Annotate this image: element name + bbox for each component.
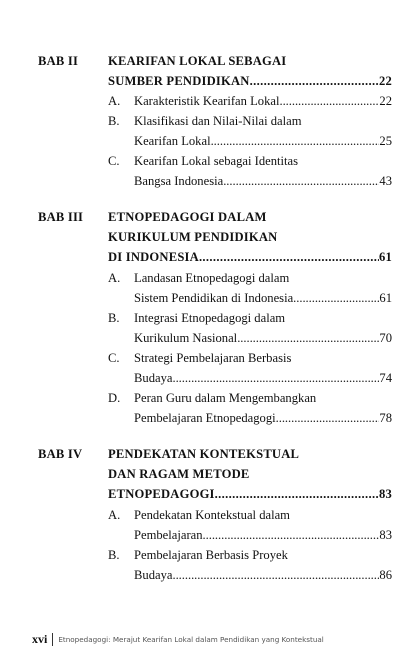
entry-letter: B. — [108, 548, 120, 562]
dot-leader — [172, 565, 379, 585]
toc-entry — [108, 545, 392, 585]
entry-page-number: 83 — [379, 528, 392, 542]
chapter-label: BAB III — [38, 210, 84, 224]
toc-entries-bab-3 — [108, 268, 392, 428]
dot-leader — [250, 71, 379, 91]
entry-letter: C. — [108, 351, 120, 365]
entry-title-line: Pembelajaran Berbasis Proyek — [134, 548, 288, 562]
chapter-title-text: ETNOPEDAGOGI — [108, 487, 215, 501]
entry-letter: A. — [108, 508, 121, 522]
entry-page-number: 70 — [379, 331, 392, 345]
page-footer — [32, 632, 392, 647]
chapter-title-last-line — [108, 71, 392, 91]
chapter-title-last-line — [108, 247, 392, 267]
entry-title: Karakteristik Kearifan Lokal — [134, 94, 280, 108]
chapter-page-number: 61 — [379, 250, 392, 264]
entry-last-line — [134, 91, 392, 111]
chapter-title — [108, 444, 392, 504]
chapter-label: BAB IV — [38, 447, 83, 461]
chapter-title-line: PENDEKATAN KONTEKSTUAL — [108, 447, 300, 461]
entry-title: Kearifan Lokal — [134, 134, 211, 148]
entry-title: Sistem Pendidikan di Indonesia — [134, 291, 294, 305]
entry-title-line: Strategi Pembelajaran Berbasis — [134, 351, 292, 365]
chapter-title-text: DI INDONESIA — [108, 250, 199, 264]
entry-title: Pembelajaran — [134, 528, 203, 542]
dot-leader — [237, 328, 379, 348]
chapter-page-number: 22 — [379, 74, 392, 88]
entry-title-line: Integrasi Etnopedagogi dalam — [134, 311, 286, 325]
entry-last-line — [134, 288, 392, 308]
entry-last-line — [134, 368, 392, 388]
entry-letter: A. — [108, 94, 121, 108]
entry-last-line — [134, 408, 392, 428]
chapter-title-line: KURIKULUM PENDIDIKAN — [108, 230, 278, 244]
toc-entries-bab-4 — [108, 505, 392, 585]
toc-entry — [108, 308, 392, 348]
dot-leader — [279, 91, 379, 111]
entry-title-line: Pendekatan Kontekstual dalam — [134, 508, 290, 522]
entry-letter: C. — [108, 154, 120, 168]
entry-page-number: 22 — [379, 94, 392, 108]
entry-last-line — [134, 328, 392, 348]
toc-entry — [108, 91, 392, 111]
entry-page-number: 43 — [379, 174, 392, 188]
dot-leader — [172, 368, 379, 388]
entry-title: Pembelajaran Etnopedagogi — [134, 411, 276, 425]
entry-last-line — [134, 131, 392, 151]
entry-page-number: 86 — [379, 568, 392, 582]
entry-last-line — [134, 525, 392, 545]
toc-entries-bab-2 — [108, 91, 392, 191]
chapter-title — [108, 51, 392, 91]
chapter-title-line: DAN RAGAM METODE — [108, 467, 250, 481]
toc-entry — [108, 111, 392, 151]
entry-letter: B. — [108, 311, 120, 325]
entry-page-number: 61 — [379, 291, 392, 305]
entry-title-line: Kearifan Lokal sebagai Identitas — [134, 154, 298, 168]
entry-title: Kurikulum Nasional — [134, 331, 238, 345]
dot-leader — [215, 484, 379, 504]
entry-title: Budaya — [134, 371, 173, 385]
entry-letter: D. — [108, 391, 121, 405]
entry-title-line: Klasifikasi dan Nilai-Nilai dalam — [134, 114, 302, 128]
toc-entry — [108, 151, 392, 191]
dot-leader — [203, 525, 380, 545]
entry-last-line — [134, 171, 392, 191]
chapter-title-last-line — [108, 484, 392, 504]
entry-title-line: Peran Guru dalam Mengembangkan — [134, 391, 317, 405]
toc-entry — [108, 268, 392, 308]
entry-page-number: 74 — [379, 371, 392, 385]
dot-leader — [211, 131, 380, 151]
chapter-title-text: SUMBER PENDIDIKAN — [108, 74, 250, 88]
running-title: Etnopedagogi: Merajut Kearifan Lokal dalam Pendidikan yang Kontekstual — [58, 635, 324, 644]
entry-last-line — [134, 565, 392, 585]
entry-title: Bangsa Indonesia — [134, 174, 224, 188]
page-folio: xvi — [32, 632, 48, 646]
toc-entry — [108, 505, 392, 545]
dot-leader — [223, 171, 379, 191]
chapter-page-number: 83 — [379, 487, 392, 501]
dot-leader — [293, 288, 379, 308]
entry-letter: A. — [108, 271, 121, 285]
dot-leader — [276, 408, 380, 428]
footer-divider — [52, 633, 53, 646]
toc-entry — [108, 388, 392, 428]
chapter-title-line: ETNOPEDAGOGI DALAM — [108, 210, 267, 224]
toc-entry — [108, 348, 392, 388]
chapter-title-line: KEARIFAN LOKAL SEBAGAI — [108, 54, 287, 68]
chapter-title — [108, 207, 392, 267]
chapter-label: BAB II — [38, 54, 79, 68]
entry-page-number: 25 — [379, 134, 392, 148]
entry-title: Budaya — [134, 568, 173, 582]
entry-page-number: 78 — [379, 411, 392, 425]
dot-leader — [199, 247, 379, 267]
entry-letter: B. — [108, 114, 120, 128]
entry-title-line: Landasan Etnopedagogi dalam — [134, 271, 290, 285]
